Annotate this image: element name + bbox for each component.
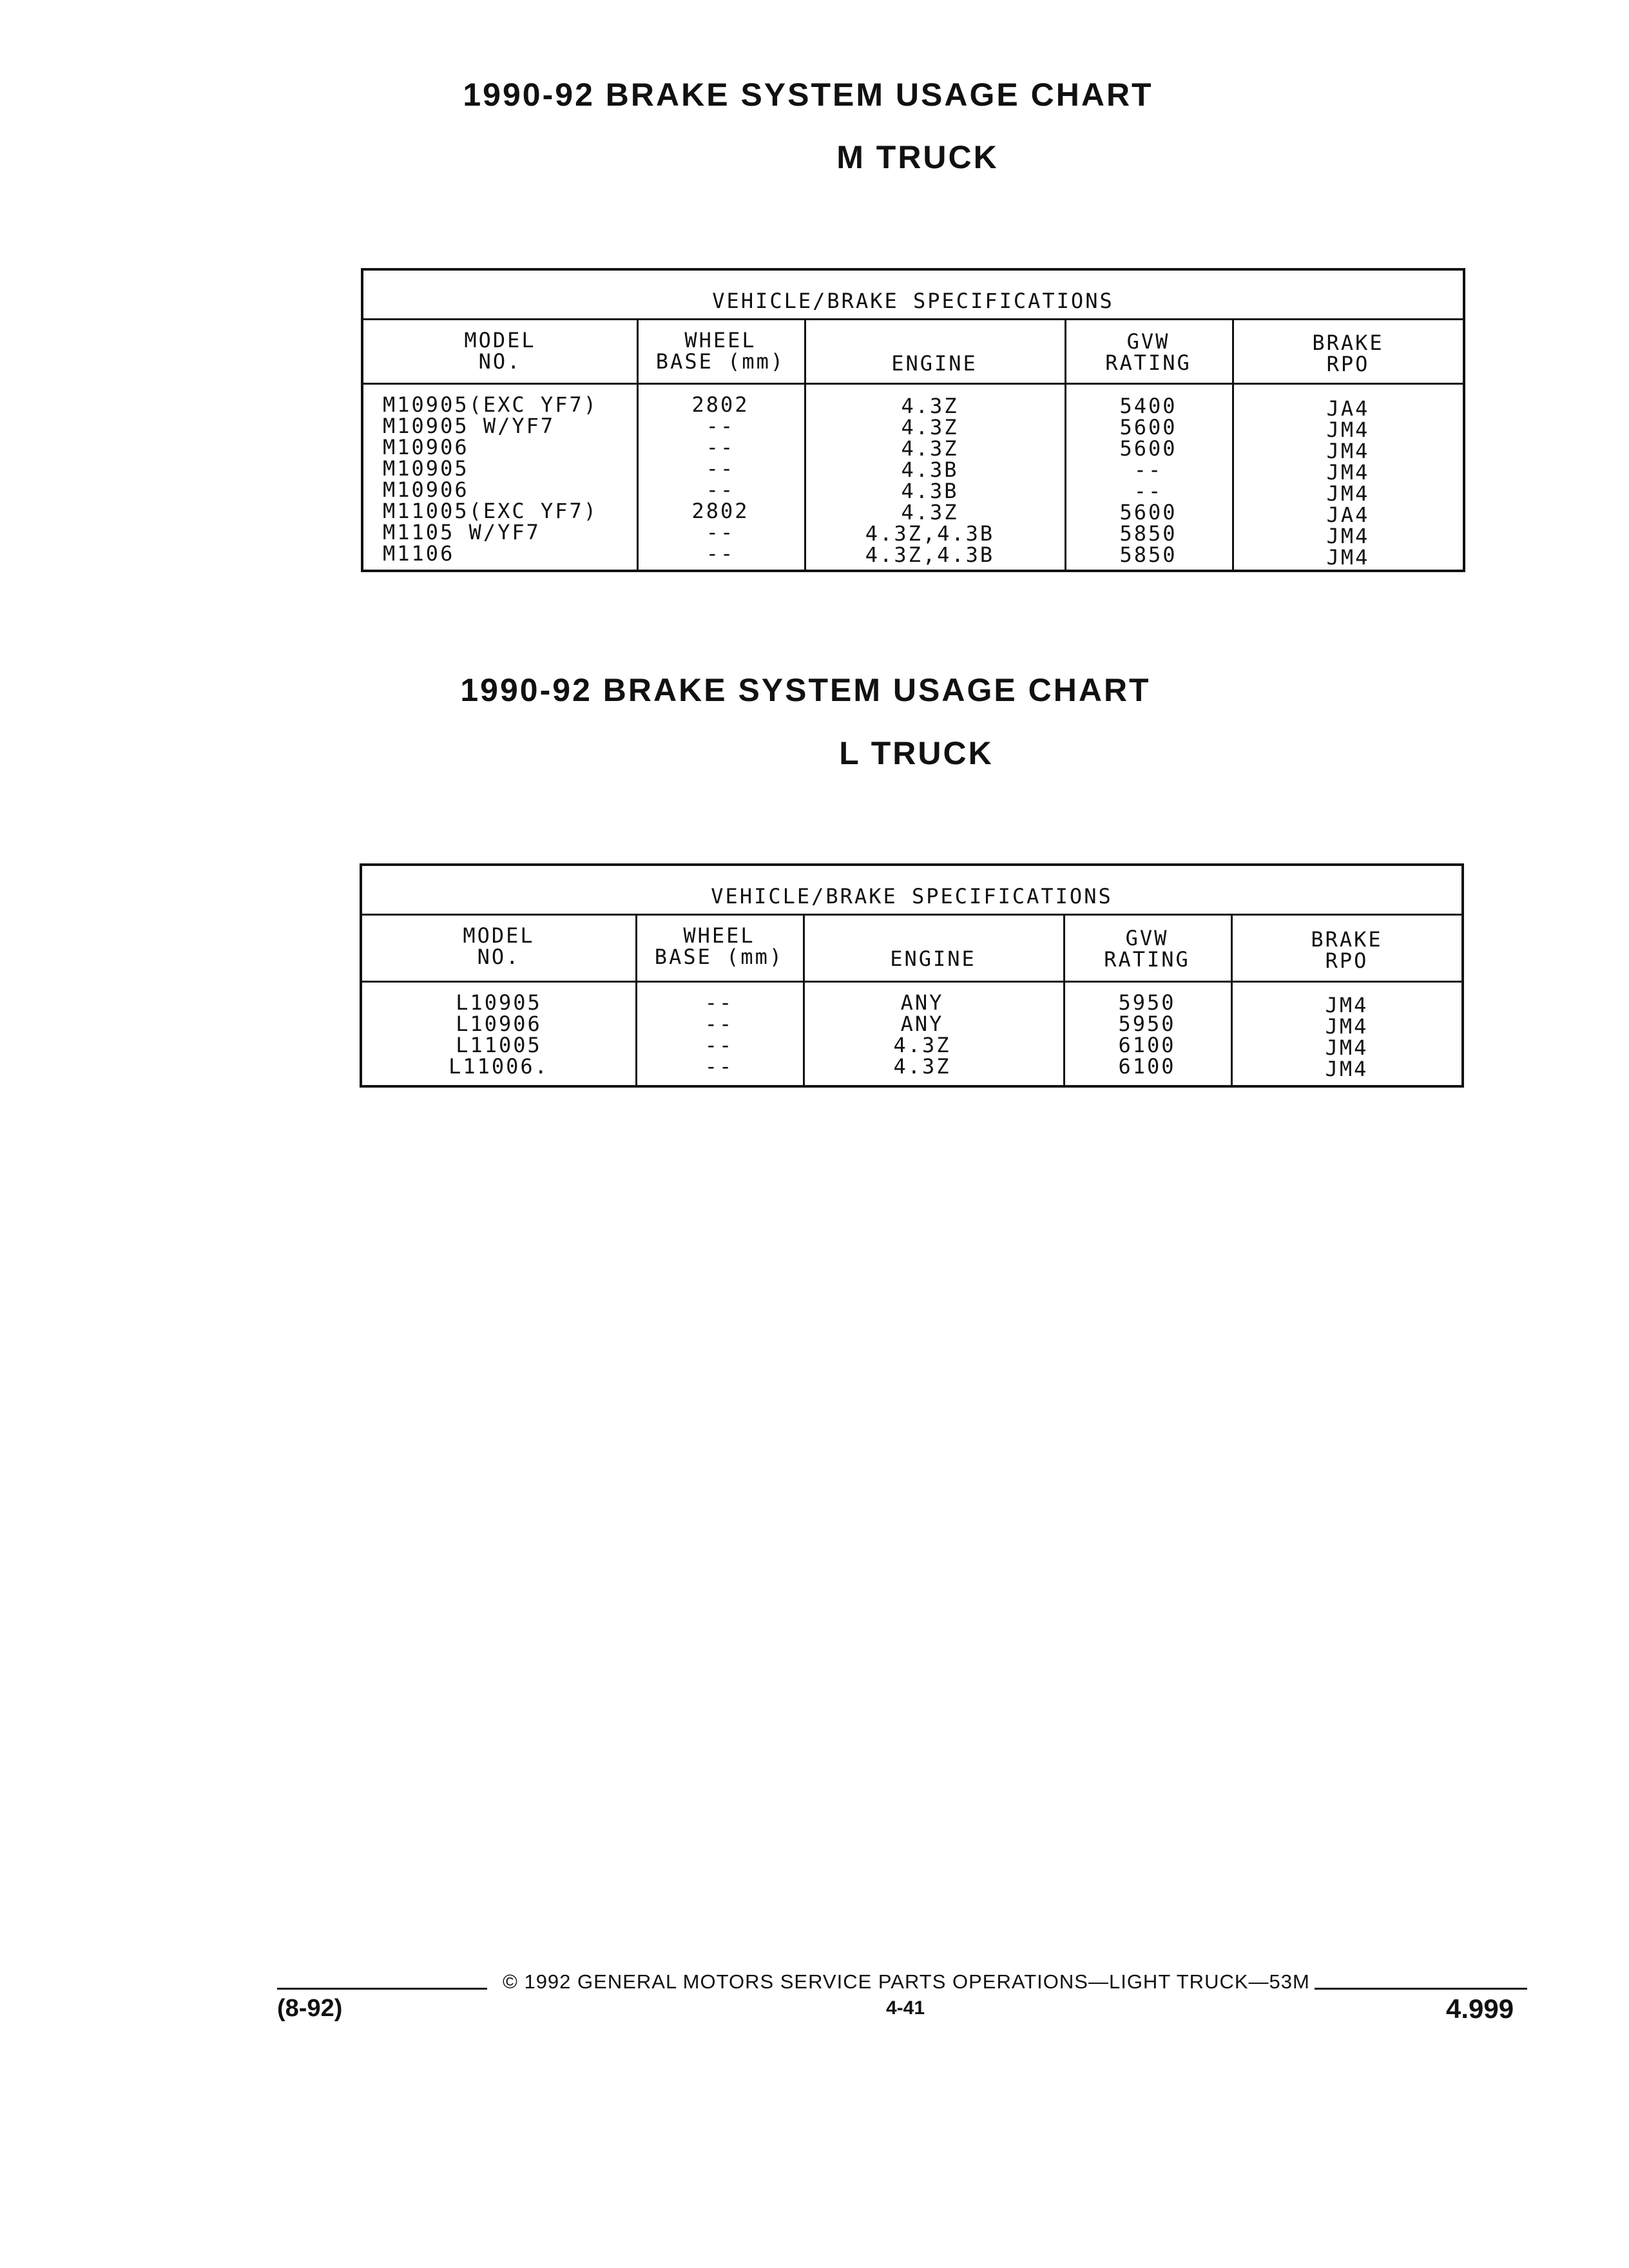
footer-date-code: (8-92) — [277, 1995, 343, 2022]
header-gvw-rating: GVW RATING — [1104, 926, 1190, 972]
column-brake-values: JM4 JM4 JM4 JM4 — [1325, 993, 1369, 1081]
m-chart-title: 1990-92 BRAKE SYSTEM USAGE CHART — [463, 77, 1153, 113]
header-brake-rpo: BRAKE RPO — [1311, 927, 1383, 973]
m-table-caption: VEHICLE/BRAKE SPECIFICATIONS — [363, 271, 1463, 320]
footer-page-number: 4-41 — [886, 1997, 925, 2019]
column-engine-values: ANY ANY 4.3Z 4.3Z — [893, 990, 951, 1079]
column-gvw-values: 5400 5600 5600 -- -- 5600 5850 5850 — [1119, 394, 1177, 567]
l-chart-subtitle: L TRUCK — [839, 735, 994, 771]
column-wheel-base-values: -- -- -- -- — [704, 990, 734, 1079]
column-engine-values: 4.3Z 4.3Z 4.3Z 4.3B 4.3B 4.3Z 4.3Z,4.3B 4.3Z,4.3B — [865, 394, 995, 567]
column-model-values: M10905(EXC YF7) M10905 W/YF7 M10906 M10905 M10906 M11005(EXC YF7) M1105 W/YF7 M1106 — [383, 392, 598, 566]
l-chart-title: 1990-92 BRAKE SYSTEM USAGE CHART — [460, 672, 1151, 708]
m-chart-subtitle: M TRUCK — [836, 139, 999, 175]
header-engine: ENGINE — [890, 947, 976, 971]
l-truck-spec-table — [360, 863, 1464, 1088]
l-table-caption: VEHICLE/BRAKE SPECIFICATIONS — [362, 866, 1461, 916]
footer-rule-left — [277, 1988, 487, 1990]
footer-rule-right — [1315, 1988, 1527, 1990]
header-model-no: MODEL NO. — [463, 923, 535, 969]
header-gvw-rating: GVW RATING — [1105, 329, 1191, 375]
column-model-values: L10905 L10906 L11005 L11006. — [448, 990, 549, 1079]
footer-section-number: 4.999 — [1446, 1994, 1514, 2024]
header-brake-rpo: BRAKE RPO — [1312, 331, 1384, 376]
header-engine: ENGINE — [891, 351, 978, 376]
footer-copyright: © 1992 GENERAL MOTORS SERVICE PARTS OPERATIONS—LIGHT TRUCK—53M — [503, 1970, 1310, 1993]
column-gvw-values: 5950 5950 6100 6100 — [1118, 990, 1176, 1079]
header-wheel-base: WHEEL BASE (mm) — [655, 328, 786, 374]
column-wheel-base-values: 2802 -- -- -- -- 2802 -- -- — [691, 392, 749, 566]
m-truck-spec-table — [361, 268, 1465, 572]
header-wheel-base: WHEEL BASE (mm) — [654, 923, 784, 969]
column-brake-values: JA4 JM4 JM4 JM4 JM4 JA4 JM4 JM4 — [1326, 396, 1370, 570]
header-model-no: MODEL NO. — [464, 328, 536, 374]
